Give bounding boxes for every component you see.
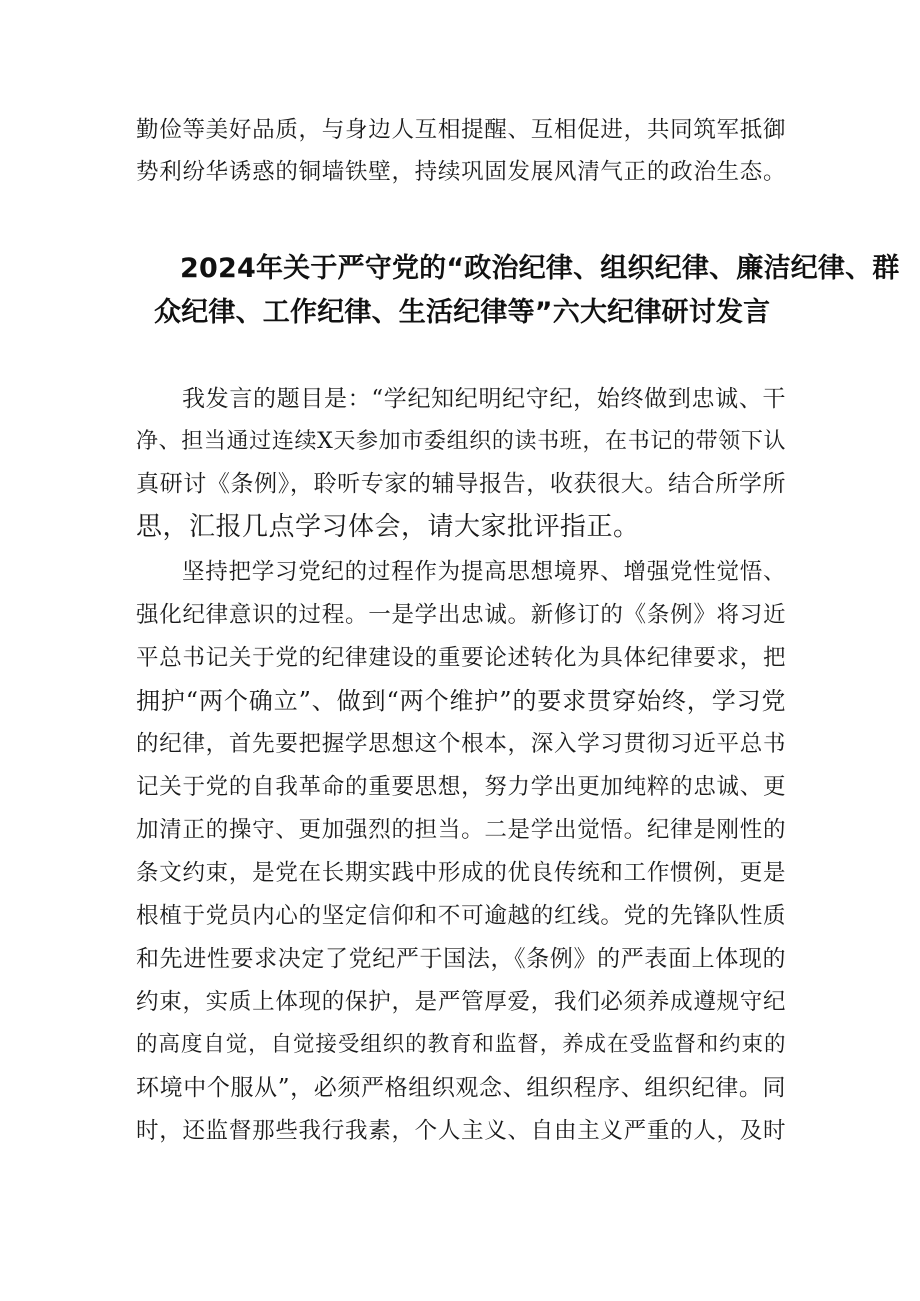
text-line: 勤俭等美好品质，与身边人互相提醒、互相促进，共同筑军抵御 <box>136 117 786 143</box>
text-line: 真研讨《条例》，聆听专家的辅导报告，收获很大。结合所学所 <box>136 471 786 497</box>
text-line: 坚持把学习党纪的过程作为提高思想境界、增强党性觉悟、 <box>182 559 786 585</box>
text-line: 的纪律，首先要把握学思想这个根本，深入学习贯彻习近平总书 <box>136 731 786 757</box>
text-line: 加清正的操守、更加强烈的担当。二是学出觉悟。纪律是刚性的 <box>136 817 786 843</box>
text-line: 时，还监督那些我行我素，个人主义、自由主义严重的人，及时 <box>136 1118 786 1144</box>
text-line: 和先进性要求决定了党纪严于国法，《条例》的严表面上体现的 <box>136 946 786 972</box>
title-line: 众纪律、工作纪律、生活纪律等”六大纪律研讨发言 <box>154 297 771 328</box>
text-line: 平总书记关于党的纪律建设的重要论述转化为具体纪律要求，把 <box>136 645 786 671</box>
text-line: 强化纪律意识的过程。一是学出忠诚。新修订的《条例》将习近 <box>136 602 786 628</box>
text-line: 条文约束，是党在长期实践中形成的优良传统和工作惯例，更是 <box>136 860 786 886</box>
text-line: 净、担当通过连续X天参加市委组织的读书班，在书记的带领下认 <box>136 429 786 454</box>
text-line: 拥护“两个确立”、做到“两个维护”的要求贯穿始终，学习党 <box>136 687 786 715</box>
text-line: 的高度自觉，自觉接受组织的教育和监督，养成在受监督和约束的 <box>136 1032 786 1057</box>
text-line: 思，汇报几点学习体会，请大家批评指正。 <box>136 512 640 542</box>
text-line: 我发言的题目是：“学纪知纪明纪守纪，始终做到忠诚、干 <box>182 386 786 412</box>
text-line: 环境中个服从”，必须严格组织观念、组织程序、组织纪律。同 <box>136 1075 786 1101</box>
text-line: 势利纷华诱惑的铜墙铁壁，持续巩固发展风清气正的政治生态。 <box>136 159 786 185</box>
text-line: 约束，实质上体现的保护，是严管厚爱，我们必须养成遵规守纪 <box>136 989 786 1015</box>
title-line: 2024年关于严守党的“政治纪律、组织纪律、廉洁纪律、群 <box>180 253 900 284</box>
text-line: 根植于党员内心的坚定信仰和不可逾越的红线。党的先锋队性质 <box>136 903 786 929</box>
text-line: 记关于党的自我革命的重要思想，努力学出更加纯粹的忠诚、更 <box>136 774 786 800</box>
